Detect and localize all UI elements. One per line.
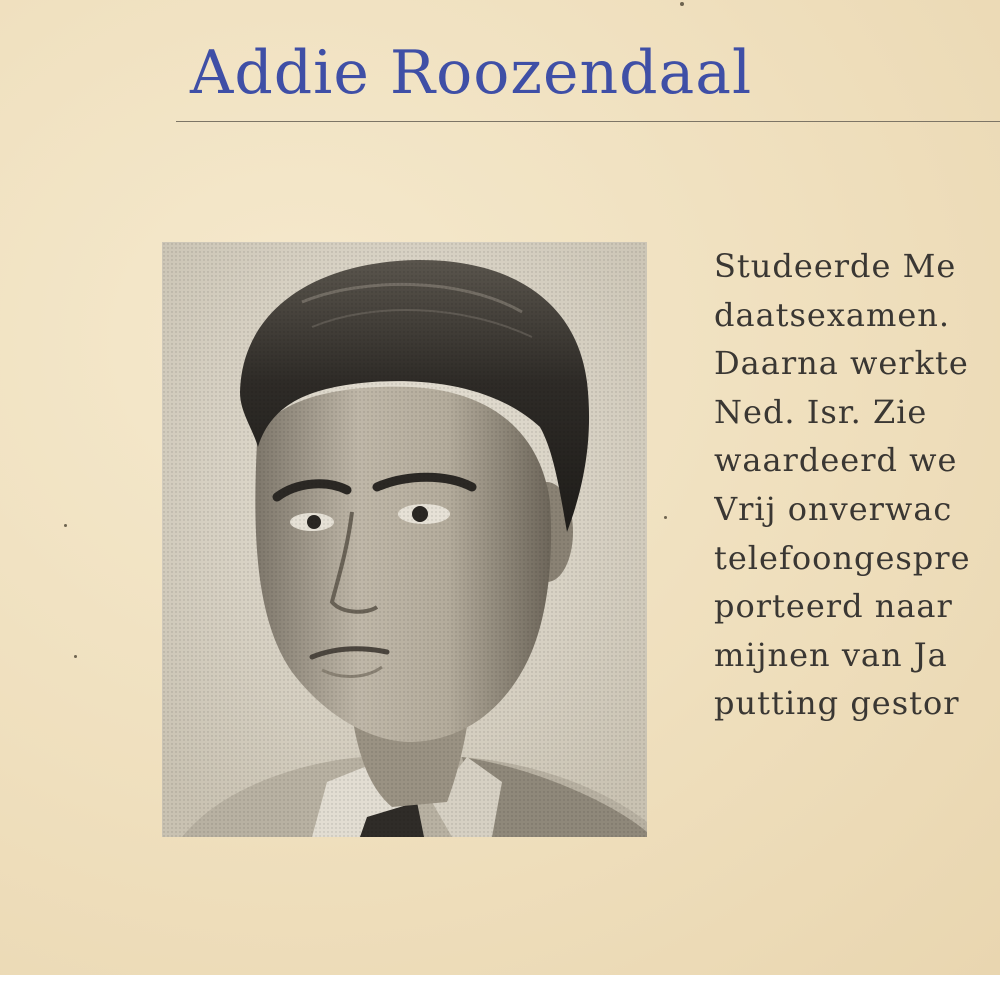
paper-speck — [74, 655, 77, 658]
bio-line: Daarna werkte — [714, 344, 969, 383]
bio-line: Studeerde Me — [714, 247, 957, 285]
bio-line: mijnen van Ja — [714, 635, 948, 674]
bio-line: waardeerd we — [714, 441, 958, 480]
title-divider — [176, 121, 1000, 122]
bio-line: daatsexamen. — [714, 295, 951, 334]
scan-margin — [0, 975, 1000, 1000]
page-title: Addie Roozendaal — [190, 38, 753, 108]
portrait-photo — [162, 242, 647, 837]
bio-line: telefoongespre — [714, 538, 971, 577]
bio-line: porteerd naar — [714, 587, 953, 626]
bio-line: Vrij onverwac — [714, 489, 953, 528]
paper-speck — [64, 524, 67, 527]
biography-text — [714, 242, 1000, 728]
paper-speck — [664, 516, 667, 519]
bio-line: Ned. Isr. Zie — [714, 392, 928, 431]
paper-speck — [680, 2, 684, 6]
bio-line: putting gestor — [714, 684, 960, 723]
